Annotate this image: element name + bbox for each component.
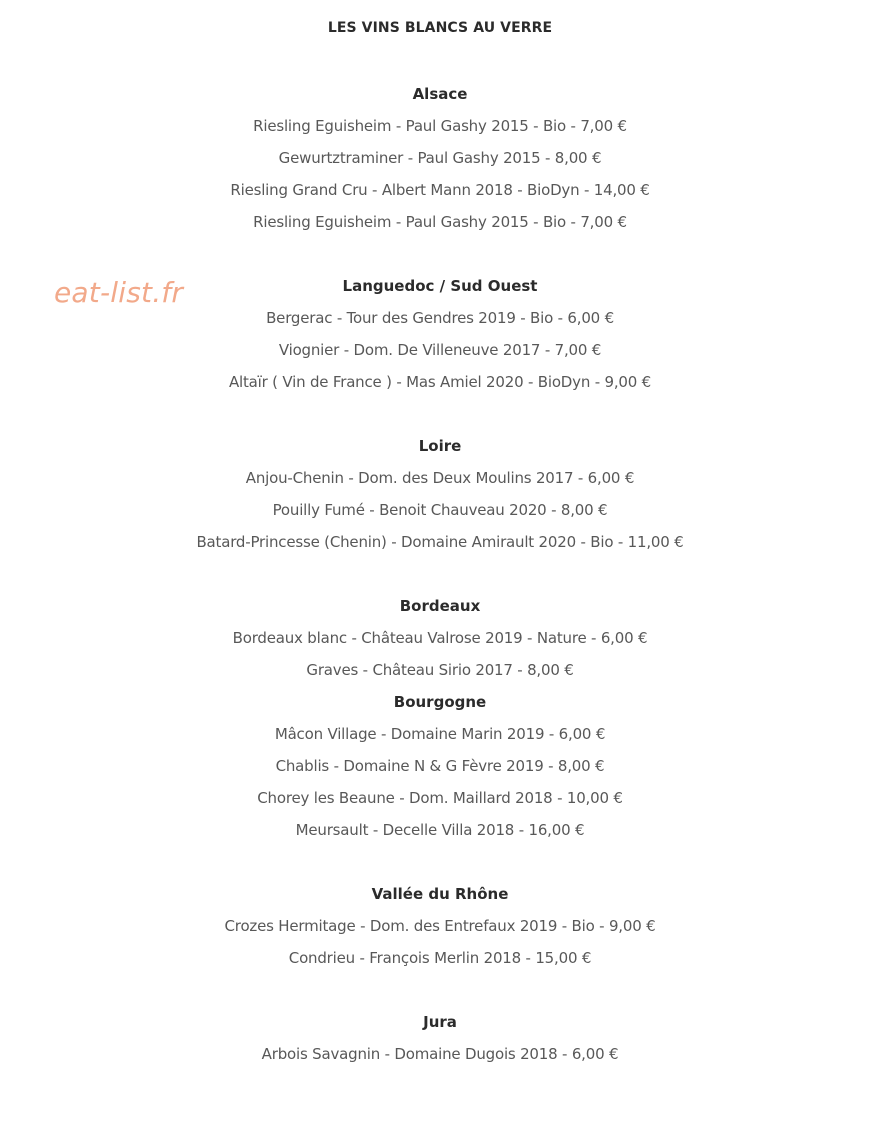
region-heading: Loire [418,437,462,455]
wine-item: Graves - Château Sirio 2017 - 8,00 € [306,661,574,679]
wine-item: Batard-Princesse (Chenin) - Domaine Amirault 2020 - Bio - 11,00 € [196,533,684,551]
section-spacer [0,398,880,430]
menu-section [0,78,880,270]
region-heading: Bourgogne [393,693,487,711]
wine-item: Altaïr ( Vin de France ) - Mas Amiel 2020 - BioDyn - 9,00 € [228,373,652,391]
wine-item: Anjou-Chenin - Dom. des Deux Moulins 2017 - 6,00 € [245,469,635,487]
wine-item: Riesling Grand Cru - Albert Mann 2018 - BioDyn - 14,00 € [230,181,650,199]
menu-section [0,878,880,1006]
menu-section [0,430,880,590]
region-heading: Alsace [412,85,468,103]
wine-item: Chablis - Domaine N & G Fèvre 2019 - 8,00 € [275,757,605,775]
menu-section [0,1006,880,1070]
menu-section [0,590,880,686]
region-heading: Jura [423,1013,457,1031]
menu-section [0,270,880,430]
wine-item: Bordeaux blanc - Château Valrose 2019 - Nature - 6,00 € [232,629,648,647]
wine-item: Arbois Savagnin - Domaine Dugois 2018 - 6,00 € [261,1045,619,1063]
wine-item: Mâcon Village - Domaine Marin 2019 - 6,00 € [274,725,606,743]
watermark-logo: eat-list.fr [54,276,184,309]
section-spacer [0,974,880,1006]
section-spacer [0,846,880,878]
wine-item: Crozes Hermitage - Dom. des Entrefaux 2019 - Bio - 9,00 € [224,917,656,935]
wine-item: Pouilly Fumé - Benoit Chauveau 2020 - 8,00 € [272,501,608,519]
section-spacer [0,558,880,590]
wine-item: Riesling Eguisheim - Paul Gashy 2015 - Bio - 7,00 € [253,213,627,231]
wine-item: Viognier - Dom. De Villeneuve 2017 - 7,00 € [278,341,602,359]
wine-item: Gewurtztraminer - Paul Gashy 2015 - 8,00 € [278,149,602,167]
menu-section [0,686,880,878]
wine-item: Riesling Eguisheim - Paul Gashy 2015 - Bio - 7,00 € [253,117,627,135]
region-heading: Vallée du Rhône [371,885,509,903]
wine-item: Meursault - Decelle Villa 2018 - 16,00 € [295,821,585,839]
region-heading: Languedoc / Sud Ouest [342,277,538,295]
wine-item: Condrieu - François Merlin 2018 - 15,00 € [288,949,592,967]
wine-item: Chorey les Beaune - Dom. Maillard 2018 - 10,00 € [257,789,623,807]
page-title: LES VINS BLANCS AU VERRE [327,20,553,36]
section-spacer [0,238,880,270]
region-heading: Bordeaux [399,597,481,615]
wine-menu [0,78,880,1070]
wine-item: Bergerac - Tour des Gendres 2019 - Bio - 6,00 € [266,309,614,327]
